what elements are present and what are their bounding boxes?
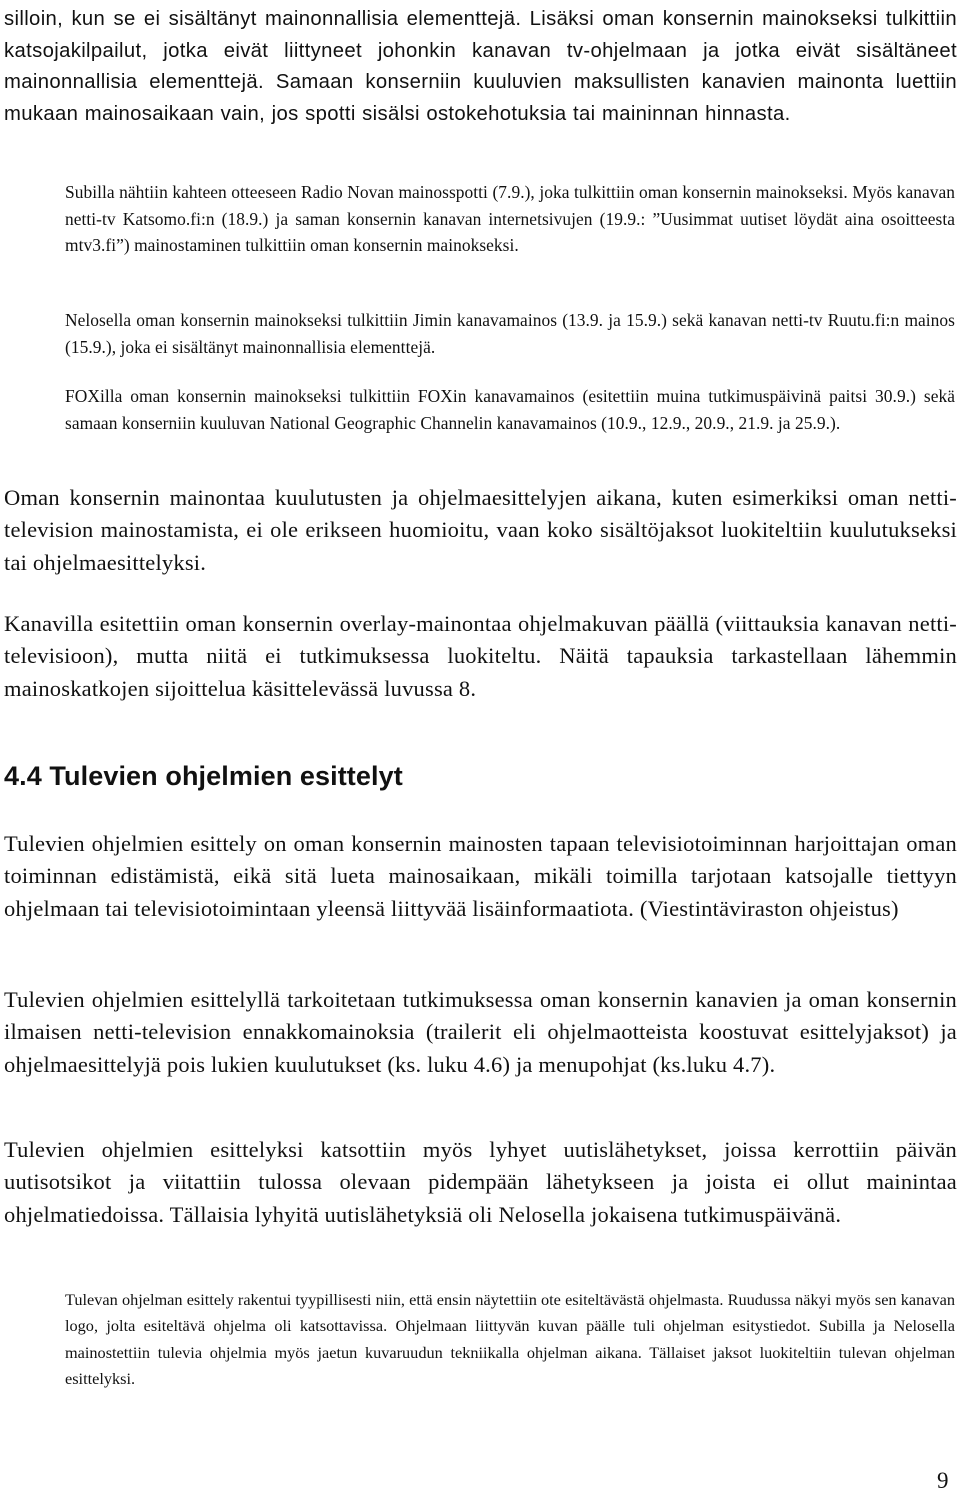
- paragraph-kanavilla: Kanavilla esitettiin oman konsernin overlay-mainontaa ohjelmakuvan päällä (viittauksia kanavan netti-televisioon), mutta niitä ei tutkimuksessa luokiteltu. Näitä tapauksia tarkastellaan lähemmin mainoskatkojen sijoittelua käsittelevässä luvussa 8.: [4, 611, 957, 701]
- indented-paragraph-tulevan: Tulevan ohjelman esittely rakentui tyypillisesti niin, että ensin näytettiin ote esiteltävästä ohjelmasta. Ruudussa näkyi myös sen kanavan logo, jolta esiteltävä ohjelma oli katsottavissa. Ohjelmaan liittyvän kuvan päälle tuli ohjelman esitystiedot. Subilla ja Nelosella mainostettiin tulevia ohjelmia myös jaetun kuvaruudun tekniikalla ohjelman aikana. Tällaiset jaksot luokiteltiin tulevan ohjelman esittelyksi.: [65, 1290, 955, 1389]
- page-number: 9: [937, 1468, 949, 1493]
- paragraph-tulevien-news: Tulevien ohjelmien esittelyksi katsottiin myös lyhyet uutislähetykset, joissa kerrottiin päivän uutisotsikot ja viitattiin tulossa olevaan pidempään lähetykseen ja joista ei ollut mainintaa ohjelmatiedoissa. Tällaisia lyhyitä uutislähetyksiä oli Nelosella jokaisena tutkimuspäivänä.: [4, 1137, 957, 1227]
- paragraph-tulevien-study-scope: Tulevien ohjelmien esittelyllä tarkoitetaan tutkimuksessa oman konsernin kanavien ja oman konsernin ilmaisen netti-television ennakkomainoksia (trailerit eli ohjelmaotteista koostuvat esittelyjaksot) ja ohjelmaesittelyjä pois lukien kuulutukset (ks. luku 4.6) ja menupohjat (ks.luku 4.7).: [4, 987, 957, 1077]
- paragraph-own-group-advertising-rules: silloin, kun se ei sisältänyt mainonnallisia elementtejä. Lisäksi oman konsernin mainokseksi tulkittiin katsojakilpailut, jotka eivät liittyneet johonkin kanavan tv-ohjelmaan ja jotka eivät sisältäneet mainonnallisia elementtejä. Samaan konserniin kuuluvien maksullisten kanavien mainonta luettiin mukaan mainosaikaan vain, jos spotti sisälsi ostokehotuksia tai maininnan hinnasta.: [4, 8, 957, 125]
- indented-paragraph-foxilla: FOXilla oman konsernin mainokseksi tulkittiin FOXin kanavamainos (esitettiin muina tutkimuspäivinä paitsi 30.9.) sekä samaan konserniin kuuluvan National Geographic Channelin kanavamainos (10.9., 12.9., 20.9., 21.9. ja 25.9.).: [65, 386, 955, 433]
- indented-paragraph-subilla: Subilla nähtiin kahteen otteeseen Radio Novan mainosspotti (7.9.), joka tulkittiin oman konsernin mainokseksi. Myös kanavan netti-tv Katsomo.fi:n (18.9.) ja saman konsernin kanavan internetsivujen (19.9.: ”Uusimmat uutiset löydät aina osoitteesta mtv3.fi”) mainostaminen tulkittiin oman konsernin mainokseksi.: [65, 182, 955, 255]
- indented-paragraph-nelosella: Nelosella oman konsernin mainokseksi tulkittiin Jimin kanavamainos (13.9. ja 15.9.) sekä kanavan netti-tv Ruutu.fi:n mainos (15.9.), joka ei sisältänyt mainonnallisia elementtejä.: [65, 310, 955, 357]
- paragraph-oman-konsernin: Oman konsernin mainontaa kuulutusten ja ohjelmaesittelyjen aikana, kuten esimerkiksi oman netti-television mainostamista, ei ole erikseen huomioitu, vaan koko sisältöjaksot luokiteltiin kuulutukseksi tai ohjelmaesittelyksi.: [4, 485, 957, 575]
- section-heading: 4.4 Tulevien ohjelmien esittelyt: [4, 761, 403, 791]
- paragraph-tulevien-definition: Tulevien ohjelmien esittely on oman konsernin mainosten tapaan televisiotoiminnan harjoittajan oman toiminnan edistämistä, eikä sitä lueta mainosaikaan, mikäli toimilla tarjotaan katsojalle tiettyyn ohjelmaan tai televisiotoimintaan yleensä liittyvää lisäinformaatiota. (Viestintäviraston ohjeistus): [4, 831, 957, 921]
